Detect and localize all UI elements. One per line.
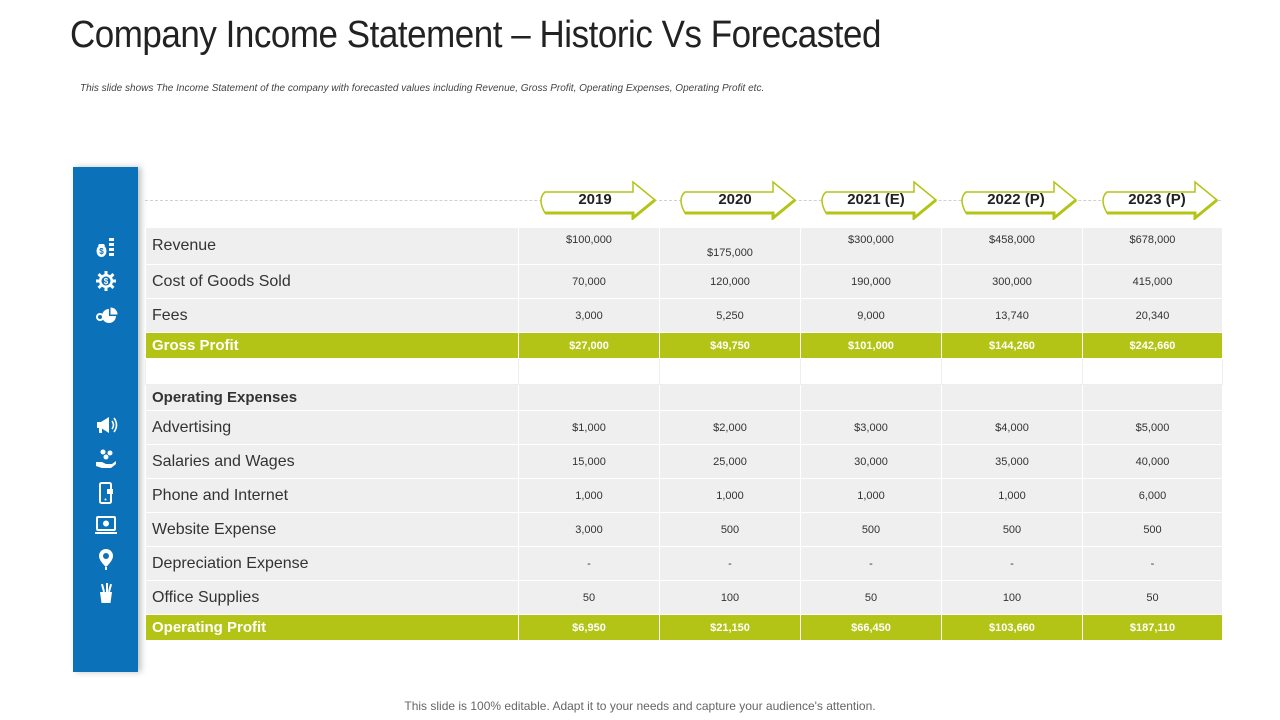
empty-cell [519, 385, 660, 411]
row-label: Fees [146, 299, 519, 333]
table-cell: 500 [801, 513, 942, 547]
empty-cell [942, 359, 1083, 385]
table-row-depreciation [146, 547, 1223, 581]
table-row-phone-internet [146, 479, 1223, 513]
table-cell: - [519, 547, 660, 581]
footer-note: This slide is 100% editable. Adapt it to your needs and capture your audience's attention. [404, 699, 876, 713]
table-cell: 100 [942, 581, 1083, 615]
table-cell: 13,740 [942, 299, 1083, 333]
money-bag-icon [94, 235, 118, 259]
table-cell: 500 [942, 513, 1083, 547]
row-label: Depreciation Expense [146, 547, 519, 581]
row-label: Operating Profit [146, 615, 519, 641]
row-label: Cost of Goods Sold [146, 265, 519, 299]
table-row-operating-expenses-header [146, 385, 1223, 411]
svg-text:$: $ [103, 277, 109, 286]
laptop-icon [94, 513, 118, 537]
year-header-2020 [673, 180, 797, 220]
table-cell: $49,750 [660, 333, 801, 359]
table-row-revenue [146, 228, 1223, 265]
year-header-2019 [533, 180, 657, 220]
empty-cell [801, 359, 942, 385]
table-cell: $27,000 [519, 333, 660, 359]
megaphone-icon [94, 413, 118, 437]
row-label: Office Supplies [146, 581, 519, 615]
table-cell: 40,000 [1083, 445, 1223, 479]
table-row-advertising [146, 411, 1223, 445]
table-cell: 9,000 [801, 299, 942, 333]
table-cell: $242,660 [1083, 333, 1223, 359]
table-cell: 50 [801, 581, 942, 615]
table-cell: $6,950 [519, 615, 660, 641]
table-cell: $187,110 [1083, 615, 1223, 641]
table-cell: - [801, 547, 942, 581]
empty-cell [519, 359, 660, 385]
table-cell: 50 [1083, 581, 1223, 615]
table-cell: 1,000 [660, 479, 801, 513]
table-cell: 3,000 [519, 513, 660, 547]
empty-cell [801, 385, 942, 411]
table-cell: 300,000 [942, 265, 1083, 299]
table-row-cogs [146, 265, 1223, 299]
table-cell: 415,000 [1083, 265, 1223, 299]
table-cell: - [1083, 547, 1223, 581]
svg-text:$: $ [99, 247, 104, 256]
row-label: Website Expense [146, 513, 519, 547]
hand-coins-icon [94, 447, 118, 471]
row-label: Advertising [146, 411, 519, 445]
empty-cell [660, 385, 801, 411]
table-cell: 35,000 [942, 445, 1083, 479]
table-cell: $4,000 [942, 411, 1083, 445]
table-cell: $101,000 [801, 333, 942, 359]
location-pin-icon [94, 547, 118, 571]
section-label: Operating Expenses [146, 385, 519, 411]
table-cell: 120,000 [660, 265, 801, 299]
row-label: Phone and Internet [146, 479, 519, 513]
year-header-2023 [1095, 180, 1219, 220]
table-cell: 20,340 [1083, 299, 1223, 333]
row-label: Gross Profit [146, 333, 519, 359]
empty-cell [146, 359, 519, 385]
page-title: Company Income Statement – Historic Vs Forecasted [70, 14, 882, 56]
table-row-salaries [146, 445, 1223, 479]
table-cell: $66,450 [801, 615, 942, 641]
table-row-gross-profit [146, 333, 1223, 359]
table-row-operating-profit [146, 615, 1223, 641]
table-cell: 50 [519, 581, 660, 615]
table-cell: $2,000 [660, 411, 801, 445]
page-subtitle: This slide shows The Income Statement of the company with forecasted values including Revenue, Gross Profit, Operating Expenses, Operating Profit etc. [80, 83, 765, 94]
table-cell: $1,000 [519, 411, 660, 445]
table-cell: 30,000 [801, 445, 942, 479]
year-header-2022 [954, 180, 1078, 220]
table-cell: $300,000 [801, 228, 942, 265]
table-cell: 5,250 [660, 299, 801, 333]
table-cell: 70,000 [519, 265, 660, 299]
table-cell: $100,000 [519, 228, 660, 265]
empty-cell [660, 359, 801, 385]
table-cell: 25,000 [660, 445, 801, 479]
table-cell: - [660, 547, 801, 581]
table-row-office-supplies [146, 581, 1223, 615]
coin-pie-icon [94, 303, 118, 327]
year-header-2021 [814, 180, 938, 220]
table-cell: $5,000 [1083, 411, 1223, 445]
year-label: 2023 (P) [1128, 191, 1186, 208]
table-cell: 6,000 [1083, 479, 1223, 513]
year-label: 2019 [578, 191, 612, 208]
table-cell: $3,000 [801, 411, 942, 445]
empty-cell [942, 385, 1083, 411]
table-cell: 1,000 [942, 479, 1083, 513]
table-cell: 1,000 [801, 479, 942, 513]
gear-dollar-icon [94, 269, 118, 293]
income-statement-table [145, 227, 1223, 641]
empty-cell [1083, 359, 1223, 385]
table-cell: $21,150 [660, 615, 801, 641]
table-row-spacer [146, 359, 1223, 385]
phone-icon [94, 481, 118, 505]
table-cell: $144,260 [942, 333, 1083, 359]
table-cell: $103,660 [942, 615, 1083, 641]
table-cell: 3,000 [519, 299, 660, 333]
table-row-website [146, 513, 1223, 547]
table-cell: $458,000 [942, 228, 1083, 265]
year-label: 2022 (P) [987, 191, 1045, 208]
pencil-cup-icon [94, 581, 118, 605]
table-cell: 500 [1083, 513, 1223, 547]
table-cell: 190,000 [801, 265, 942, 299]
empty-cell [1083, 385, 1223, 411]
table-cell: $175,000 [660, 228, 801, 265]
table-cell: 100 [660, 581, 801, 615]
year-label: 2020 [718, 191, 752, 208]
table-row-fees [146, 299, 1223, 333]
row-label: Salaries and Wages [146, 445, 519, 479]
table-cell: 1,000 [519, 479, 660, 513]
row-label: Revenue [146, 228, 519, 265]
table-cell: 15,000 [519, 445, 660, 479]
table-cell: $678,000 [1083, 228, 1223, 265]
table-cell: 500 [660, 513, 801, 547]
year-label: 2021 (E) [847, 191, 905, 208]
table-cell: - [942, 547, 1083, 581]
